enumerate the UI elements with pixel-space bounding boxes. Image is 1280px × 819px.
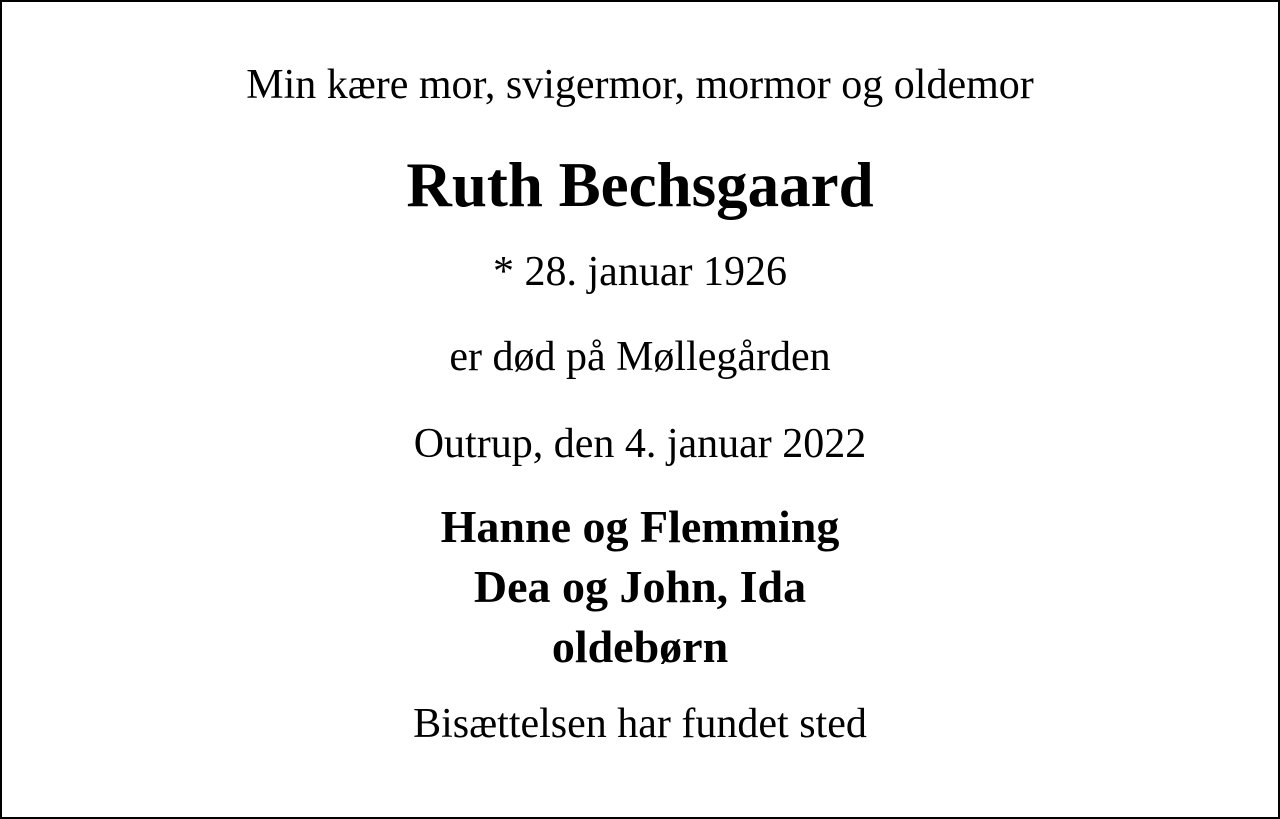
birth-date-line: * 28. januar 1926 [493, 249, 787, 295]
obituary-notice [2, 2, 1278, 817]
deceased-name: Ruth Bechsgaard [406, 150, 874, 220]
funeral-status-line: Bisættelsen har fundet sted [413, 701, 867, 747]
family-line: Hanne og Flemming [440, 501, 840, 552]
death-place-line: er død på Møllegården [449, 334, 831, 380]
announcement-place-date-line: Outrup, den 4. januar 2022 [413, 421, 867, 467]
family-line: oldebørn [551, 621, 729, 672]
relation-intro-line: Min kære mor, svigermor, mormor og oldemor [246, 62, 1034, 108]
family-signature-block [2, 497, 1278, 677]
family-line: Dea og John, Ida [473, 561, 807, 612]
